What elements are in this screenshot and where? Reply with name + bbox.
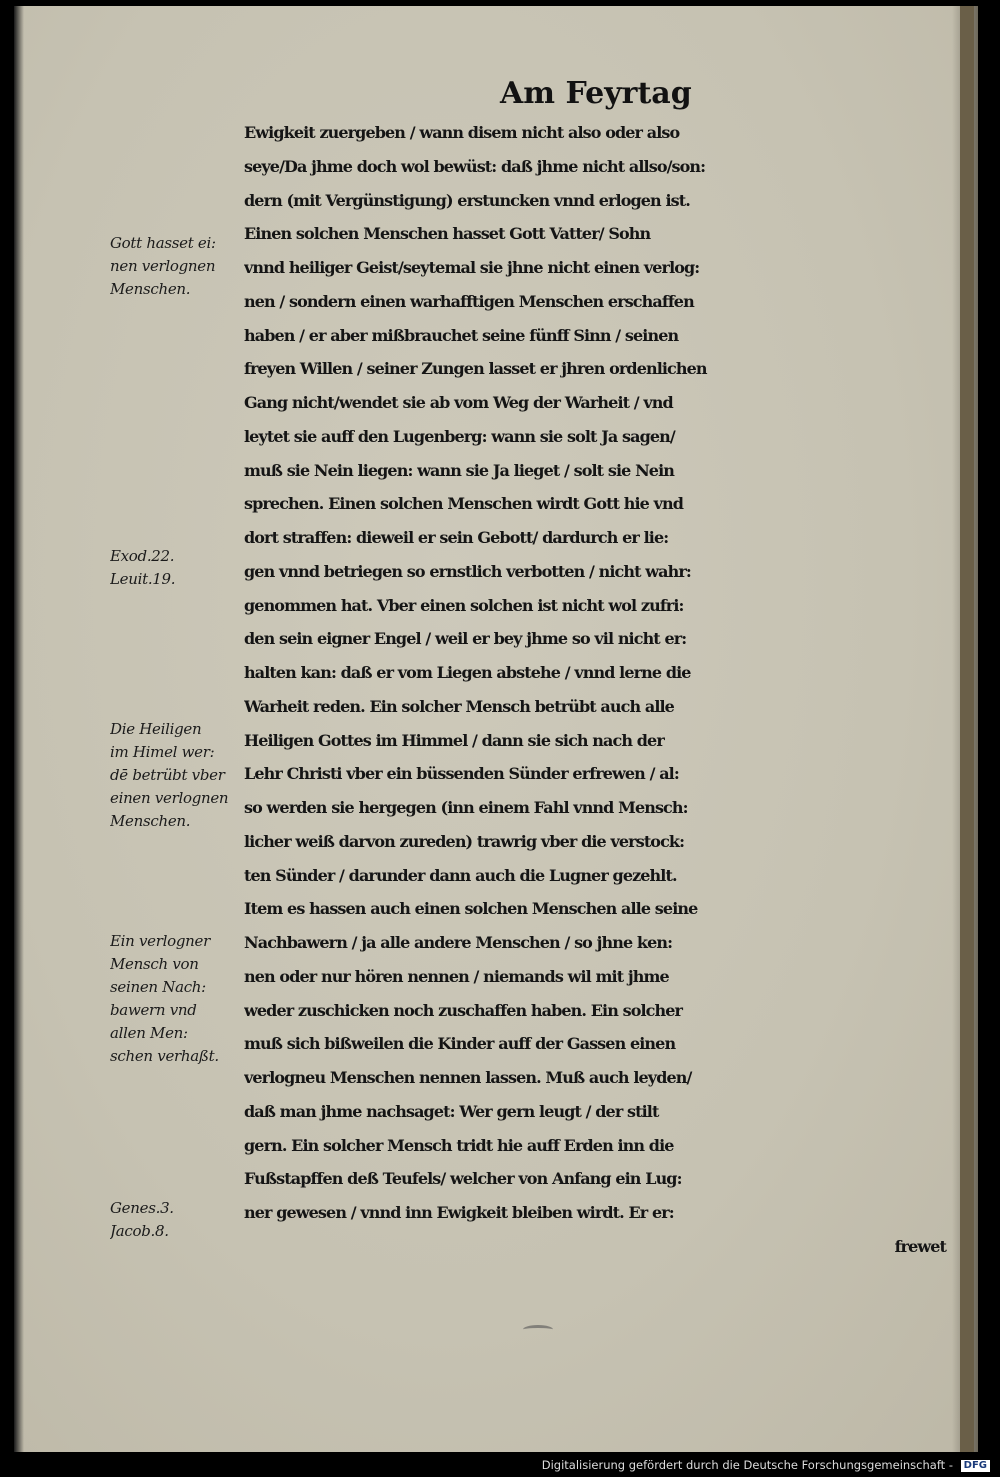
text-line: nen oder nur hören nennen / niemands wil mit jhme bbox=[244, 966, 669, 986]
text-line: Einen solchen Menschen hasset Gott Vatter/ Sohn bbox=[244, 224, 651, 244]
margin-note bbox=[110, 718, 244, 833]
left-page-edge bbox=[14, 6, 24, 1452]
text-line: verlogneu Menschen nennen lassen. Muß auch leyden/ bbox=[244, 1068, 692, 1087]
text-line: Nachbawern / ja alle andere Menschen / so jhne ken: bbox=[244, 933, 673, 952]
text-line: Item es hassen auch einen solchen Menschen alle seine bbox=[244, 899, 698, 919]
margin-note-line: Gott hasset ei: bbox=[110, 234, 216, 252]
text-line: Heiligen Gottes im Himmel / dann sie sich nach der bbox=[244, 730, 664, 750]
margin-note-line: Menschen. bbox=[110, 280, 191, 298]
text-line: Ewigkeit zuergeben / wann disem nicht also oder also bbox=[244, 123, 680, 142]
catchword: frewet bbox=[894, 1236, 946, 1256]
text-line: halten kan: daß er vom Liegen abstehe / vnnd lerne die bbox=[244, 663, 691, 682]
margin-note bbox=[110, 1197, 244, 1243]
margin-note-line: Mensch von bbox=[110, 955, 199, 973]
margin-note-line: Exod.22. bbox=[110, 547, 175, 565]
text-line: gern. Ein solcher Mensch tridt hie auff Erden inn die bbox=[244, 1135, 674, 1155]
paper-mark bbox=[523, 1325, 553, 1334]
text-line: licher weiß darvon zureden) trawrig vber die verstock: bbox=[244, 831, 685, 851]
text-line: haben / er aber mißbrauchet seine fünff Sinn / seinen bbox=[244, 325, 679, 345]
text-line: sprechen. Einen solchen Menschen wirdt Gott hie vnd bbox=[244, 494, 684, 514]
margin-note-line: Leuit.19. bbox=[110, 570, 176, 588]
text-line: den sein eigner Engel / weil er bey jhme so vil nicht er: bbox=[244, 629, 687, 649]
margin-note-line: Menschen. bbox=[110, 812, 191, 830]
margin-note-line: Die Heiligen bbox=[110, 720, 202, 738]
text-line: muß sich bißweilen die Kinder auff der Gassen einen bbox=[244, 1034, 676, 1054]
text-line: dort straffen: dieweil er sein Gebott/ dardurch er lie: bbox=[244, 528, 669, 547]
text-line: weder zuschicken noch zuschaffen haben. Ein solcher bbox=[244, 1000, 683, 1020]
margin-note-line: dē betrübt vber bbox=[110, 766, 225, 784]
text-line: vnnd heiliger Geist/seytemal sie jhne nicht einen verlog: bbox=[244, 258, 700, 277]
text-line: ten Sünder / darunder dann auch die Lugner gezehlt. bbox=[244, 865, 677, 885]
margin-note-line: im Himel wer: bbox=[110, 743, 215, 761]
text-line: seye/Da jhme doch wol bewüst: daß jhme nicht allso/son: bbox=[244, 156, 706, 176]
text-line: nen / sondern einen warhafftigen Menschen erschaffen bbox=[244, 291, 694, 311]
margin-note-line: einen verlognen bbox=[110, 789, 229, 807]
margin-note-line: Jacob.8. bbox=[110, 1222, 169, 1240]
text-line: Fußstapffen deß Teufels/ welcher von Anfang ein Lug: bbox=[244, 1169, 682, 1189]
text-line: dern (mit Vergünstigung) erstuncken vnnd erlogen ist. bbox=[244, 190, 690, 210]
margin-note-line: seinen Nach: bbox=[110, 978, 206, 996]
text-line: so werden sie hergegen (inn einem Fahl vnnd Mensch: bbox=[244, 798, 688, 817]
margin-note-line: nen verlognen bbox=[110, 257, 216, 275]
footer bbox=[542, 1458, 990, 1472]
text-line: gen vnnd betriegen so ernstlich verbotten / nicht wahr: bbox=[244, 561, 691, 581]
text-line: Gang nicht/wendet sie ab vom Weg der Warheit / vnd bbox=[244, 393, 673, 412]
right-page-edge bbox=[960, 6, 974, 1452]
text-line: genommen hat. Vber einen solchen ist nicht wol zufri: bbox=[244, 595, 684, 615]
text-line: daß man jhme nachsaget: Wer gern leugt / der stilt bbox=[244, 1101, 659, 1121]
margin-note-line: Ein verlogner bbox=[110, 932, 210, 950]
text-line: muß sie Nein liegen: wann sie Ja lieget / solt sie Nein bbox=[244, 460, 674, 480]
text-line: freyen Willen / seiner Zungen lasset er jhren ordenlichen bbox=[244, 359, 707, 379]
margin-note-line: bawern vnd bbox=[110, 1001, 197, 1019]
running-head: Am Feyrtag bbox=[500, 76, 692, 111]
text-line: Warheit reden. Ein solcher Mensch betrübt auch alle bbox=[244, 696, 674, 716]
text-line: leytet sie auff den Lugenberg: wann sie solt Ja sagen/ bbox=[244, 426, 675, 446]
margin-note-line: allen Men: bbox=[110, 1024, 188, 1042]
margin-note bbox=[110, 545, 244, 591]
text-line: ner gewesen / vnnd inn Ewigkeit bleiben wirdt. Er er: bbox=[244, 1203, 674, 1222]
margin-note bbox=[110, 232, 244, 301]
margin-note-line: schen verhaßt. bbox=[110, 1047, 219, 1065]
dfg-logo: DFG bbox=[961, 1460, 990, 1472]
text-line: Lehr Christi vber ein büssenden Sünder erfrewen / al: bbox=[244, 764, 679, 784]
margin-note bbox=[110, 930, 244, 1068]
body-text bbox=[244, 116, 950, 1264]
margin-note-line: Genes.3. bbox=[110, 1199, 174, 1217]
footer-text: Digitalisierung gefördert durch die Deutsche Forschungsgemeinschaft - bbox=[541, 1458, 953, 1472]
